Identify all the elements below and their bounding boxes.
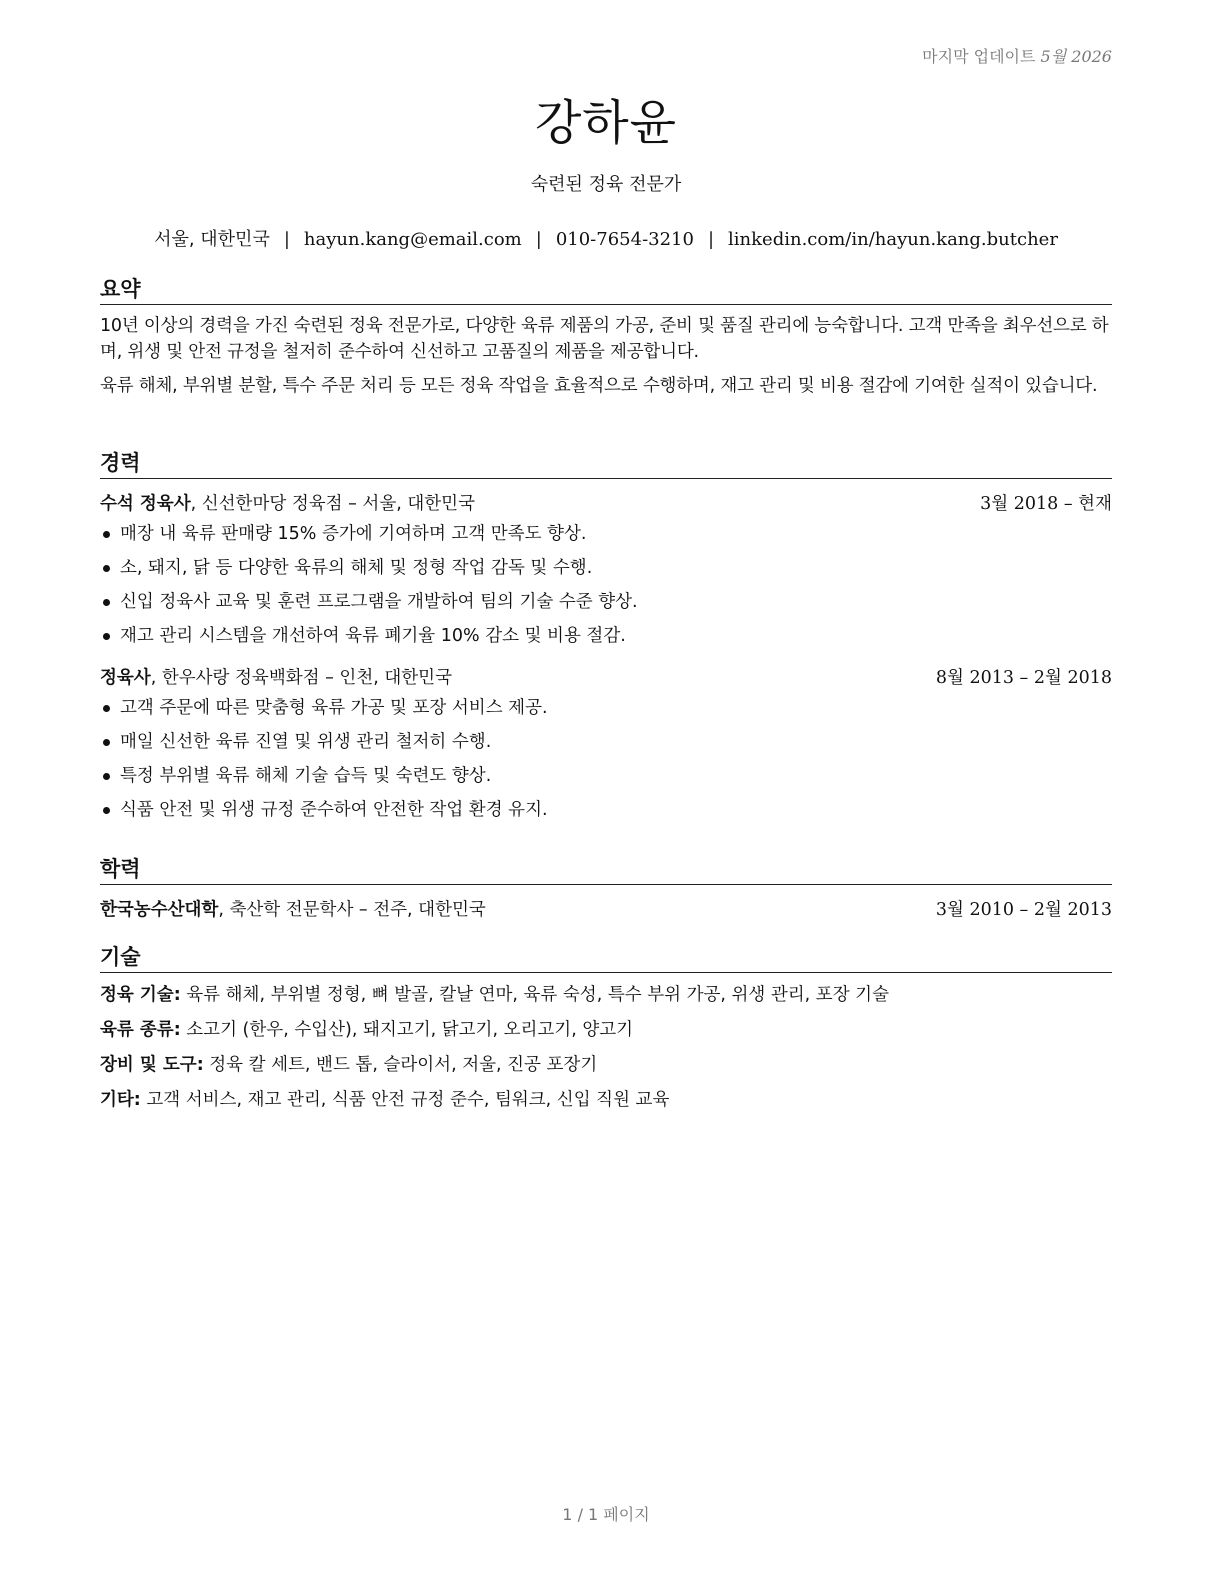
skill-key: 육류 종류: <box>100 1020 181 1040</box>
skill-key: 기타: <box>100 1090 141 1110</box>
education-line <box>100 897 486 923</box>
job-dates: 3월 2018 – 현재 <box>980 494 1112 514</box>
last-updated <box>922 44 1112 67</box>
page-indicator: 1 / 1 페이지 <box>562 1505 650 1524</box>
contact-location: 서울, 대한민국 <box>154 229 270 250</box>
job-title-line <box>100 665 452 691</box>
job-entry <box>100 665 1112 823</box>
job-bullet: 매일 신선한 육류 진열 및 위생 관리 철저히 수행. <box>100 729 1112 755</box>
job-bullet: 고객 주문에 따른 맞춤형 육류 가공 및 포장 서비스 제공. <box>100 695 1112 721</box>
contact-separator: | <box>283 229 290 250</box>
candidate-tagline: 숙련된 정육 전문가 <box>530 174 682 195</box>
job-entry <box>100 491 1112 649</box>
section-title-summary: 요약 <box>100 276 1112 305</box>
skill-key: 장비 및 도구: <box>100 1055 204 1075</box>
skill-line <box>100 982 1112 1008</box>
section-title-education: 학력 <box>100 856 1112 885</box>
job-bullets <box>100 521 1112 649</box>
skill-value: 육류 해체, 부위별 정형, 뼈 발골, 칼날 연마, 육류 숙성, 특수 부위 가공, 위생 관리, 포장 기술 <box>180 985 889 1005</box>
contact-separator: | <box>535 229 542 250</box>
contact-line <box>100 225 1112 251</box>
skills-section <box>100 944 1112 1113</box>
job-bullet: 특정 부위별 육류 해체 기술 습득 및 숙련도 향상. <box>100 763 1112 789</box>
job-role: 정육사 <box>100 668 151 688</box>
job-bullet: 신입 정육사 교육 및 훈련 프로그램을 개발하여 팀의 기술 수준 향상. <box>100 589 1112 615</box>
job-org: , 한우사랑 정육백화점 – 인천, 대한민국 <box>150 668 452 688</box>
summary-section <box>100 276 1112 399</box>
section-title-skills: 기술 <box>100 944 1112 973</box>
contact-linkedin[interactable]: linkedin.com/in/hayun.kang.butcher <box>728 229 1058 250</box>
education-detail: , 축산학 전문학사 – 전주, 대한민국 <box>218 900 486 920</box>
candidate-name: 강하윤 <box>534 95 678 151</box>
job-bullet: 매장 내 육류 판매량 15% 증가에 기여하며 고객 만족도 향상. <box>100 521 1112 547</box>
education-entry <box>100 897 1112 923</box>
job-bullet: 재고 관리 시스템을 개선하여 육류 폐기율 10% 감소 및 비용 절감. <box>100 623 1112 649</box>
contact-email[interactable]: hayun.kang@email.com <box>303 229 522 250</box>
contact-separator: | <box>707 229 715 250</box>
job-dates: 8월 2013 – 2월 2018 <box>935 668 1112 688</box>
job-bullets <box>100 695 1112 823</box>
skill-value: 정육 칼 세트, 밴드 톱, 슬라이서, 저울, 진공 포장기 <box>203 1055 598 1075</box>
skill-value: 소고기 (한우, 수입산), 돼지고기, 닭고기, 오리고기, 양고기 <box>180 1020 634 1040</box>
job-bullet: 식품 안전 및 위생 규정 준수하여 안전한 작업 환경 유지. <box>100 797 1112 823</box>
skill-line <box>100 1017 1112 1043</box>
skill-line <box>100 1052 1112 1078</box>
experience-section <box>100 450 1112 831</box>
resume-page <box>100 0 1112 1584</box>
section-title-experience: 경력 <box>100 450 1112 479</box>
job-role: 수석 정육사 <box>100 494 191 514</box>
skill-line <box>100 1087 1112 1113</box>
education-school: 한국농수산대학 <box>100 900 219 920</box>
job-bullet: 소, 돼지, 닭 등 다양한 육류의 해체 및 정형 작업 감독 및 수행. <box>100 555 1112 581</box>
education-dates: 3월 2010 – 2월 2013 <box>935 900 1112 920</box>
job-header <box>100 491 1112 517</box>
job-org: , 신선한마당 정육점 – 서울, 대한민국 <box>190 494 475 514</box>
summary-paragraph: 육류 해체, 부위별 분할, 특수 주문 처리 등 모든 정육 작업을 효율적으로 수행하며, 재고 관리 및 비용 절감에 기여한 실적이 있습니다. <box>100 376 1098 396</box>
skill-key: 정육 기술: <box>100 985 181 1005</box>
skill-value: 고객 서비스, 재고 관리, 식품 안전 규정 준수, 팀워크, 신입 직원 교육 <box>140 1090 670 1110</box>
contact-phone[interactable]: 010-7654-3210 <box>555 229 694 250</box>
education-section <box>100 856 1112 923</box>
summary-paragraph: 10년 이상의 경력을 가진 숙련된 정육 전문가로, 다양한 육류 제품의 가공, 준비 및 품질 관리에 능숙합니다. 고객 만족을 최우선으로 하며, 위생 및 안전 규정을 철저히 준수하여 신선하고 고품질의 제품을 제공합니다. <box>100 316 1109 362</box>
job-header <box>100 665 1112 691</box>
last-updated-date: 5월 2026 <box>1040 47 1112 66</box>
last-updated-label: 마지막 업데이트 <box>922 47 1036 66</box>
job-title-line <box>100 491 475 517</box>
